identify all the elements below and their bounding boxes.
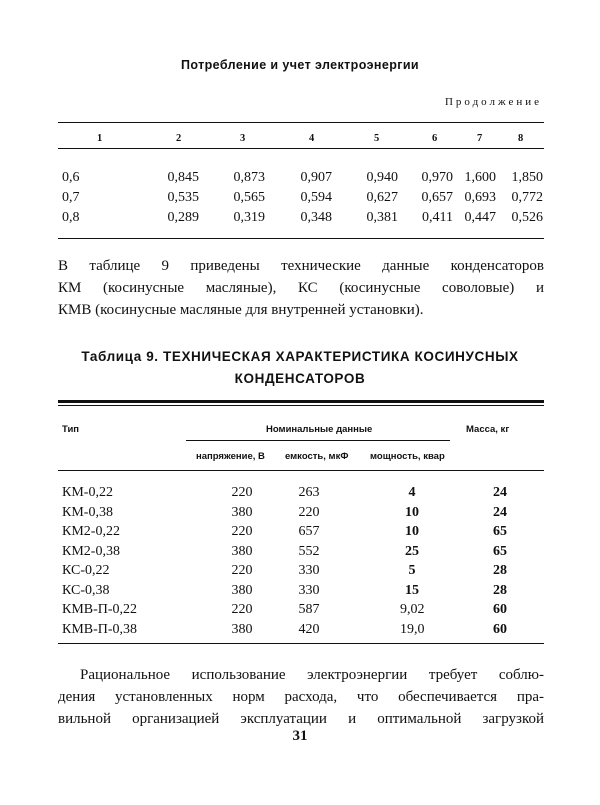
table9-cell: 380: [231, 621, 253, 637]
top-table-header-cell: 3: [240, 133, 246, 144]
table9-cell: 330: [298, 563, 320, 578]
top-table-cell: 0,594: [300, 190, 332, 205]
table-title-line1: Таблица 9. ТЕХНИЧЕСКАЯ ХАРАКТЕРИСТИКА КОСИНУСНЫХ: [81, 349, 519, 364]
top-table-cell: 0,772: [511, 190, 543, 205]
top-table-cell: 1,850: [511, 170, 543, 185]
table9-cell: 330: [298, 582, 320, 598]
top-table-top-rule: [58, 122, 544, 123]
top-table-header-cell: 7: [477, 133, 483, 144]
capacitor-type-cell: КМ-0,38: [62, 504, 113, 520]
top-table-cell: 0,657: [421, 190, 453, 205]
table9-cell: 220: [231, 485, 253, 500]
table9-cell: 28: [493, 582, 507, 598]
table9-cell: 657: [298, 524, 320, 539]
paragraph-intro: [58, 255, 544, 321]
top-table-cell: 0,873: [233, 170, 265, 185]
top-table-cell: 0,693: [464, 190, 496, 205]
table9-cell: 65: [493, 543, 507, 559]
top-table-cell: 0,526: [511, 210, 543, 225]
top-table-cell: 0,8: [62, 210, 80, 225]
table9-cell: 25: [405, 543, 419, 559]
table9-cell: 220: [231, 563, 253, 578]
table9-cell: 65: [493, 524, 507, 539]
top-table-cell: 0,411: [422, 210, 453, 225]
paragraph-line: вильной организацией эксплуатации и оптимальной загрузкой: [58, 711, 544, 727]
col-voltage-header: напряжение, В: [196, 451, 265, 462]
table9-cell: 60: [493, 621, 507, 637]
top-table-header-cell: 1: [97, 133, 103, 144]
col-nominal-header: Номинальные данные: [266, 424, 373, 435]
table-title-line2: КОНДЕНСАТОРОВ: [234, 371, 366, 386]
capacitor-type-cell: КС-0,38: [62, 582, 110, 598]
table9-cell: 60: [493, 602, 507, 617]
table9-cell: 380: [231, 582, 253, 598]
col-capacity-header: емкость, мкФ: [285, 451, 349, 462]
table9-cell: 24: [493, 485, 507, 500]
table9-cell: 420: [298, 621, 320, 637]
table9-cell: 4: [408, 485, 416, 500]
col-type-header: Тип: [62, 424, 80, 435]
paragraph-line: КМВ (косинусные масляные для внутренней установки).: [58, 302, 424, 318]
table9-cell: 10: [405, 524, 419, 539]
top-table-cell: 0,289: [167, 210, 199, 225]
top-table-header-cell: 4: [309, 133, 315, 144]
table9-cell: 5: [408, 563, 416, 578]
running-header: Потребление и учет электроэнергии: [180, 58, 420, 72]
paragraph-line: Рациональное использование электроэнергии требует соблю-: [80, 667, 544, 683]
table9-cell: 28: [493, 563, 507, 578]
table9-cell: 552: [298, 543, 320, 559]
table9-cell: 220: [298, 504, 320, 520]
table9-cell: 15: [405, 582, 419, 598]
top-table-cell: 0,319: [233, 210, 265, 225]
table9-cell: 380: [231, 543, 253, 559]
paragraph-line: В таблице 9 приведены технические данные конденсаторов: [58, 258, 544, 274]
top-table-cell: 0,348: [300, 210, 332, 225]
top-table-cell: 0,7: [62, 190, 80, 205]
top-table-header-cell: 2: [176, 133, 182, 144]
top-table-cell: 0,627: [366, 190, 398, 205]
paragraph-line: дения установленных норм расхода, что обеспечивается пра-: [58, 689, 544, 705]
top-table-cell: 0,565: [233, 190, 265, 205]
top-table-cell: 0,381: [366, 210, 398, 225]
paragraph-line: КМ (косинусные масляные), КС (косинусные соволовые) и: [58, 280, 544, 296]
capacitor-type-cell: КМВ-П-0,38: [62, 621, 138, 637]
top-table-cell: 0,940: [366, 170, 398, 185]
capacitor-type-cell: КС-0,22: [62, 563, 110, 578]
table9-top-double-rule: [58, 400, 544, 403]
table9-cell: 10: [405, 504, 419, 520]
top-table-cell: 0,447: [464, 210, 496, 225]
top-table-cell: 0,907: [300, 170, 332, 185]
top-table-cell: 0,535: [167, 190, 199, 205]
top-table-header-cell: 5: [374, 133, 380, 144]
top-table-cell: 0,6: [62, 170, 80, 185]
continuation-label: Продолжение: [444, 96, 542, 108]
table9-cell: 9,02: [400, 602, 425, 617]
top-table-header-cell: 6: [432, 133, 438, 144]
capacitor-type-cell: КМВ-П-0,22: [62, 602, 138, 617]
capacitor-type-cell: КМ2-0,22: [62, 524, 120, 539]
top-table-cell: 1,600: [464, 170, 496, 185]
top-table-cell: 0,845: [167, 170, 199, 185]
paragraph-rational-use: [58, 664, 544, 730]
top-table-bottom-rule: [58, 238, 544, 239]
table9-header-rule: [58, 470, 544, 471]
table9-cell: 587: [298, 602, 320, 617]
col-mass-header: Масса, кг: [466, 424, 510, 435]
table9-cell: 19,0: [400, 621, 425, 637]
table9-bottom-rule: [58, 643, 544, 644]
nominal-subheader-rule: [186, 440, 450, 441]
table9-cell: 263: [298, 485, 320, 500]
table9-top-rule-thin: [58, 405, 544, 406]
top-table-cell: 0,970: [421, 170, 453, 185]
table9-cell: 220: [231, 602, 253, 617]
table9-cell: 24: [493, 504, 507, 520]
table9-cell: 220: [231, 524, 253, 539]
col-power-header: мощность, квар: [370, 451, 445, 462]
top-table-header-rule: [58, 148, 544, 149]
top-table-header-cell: 8: [518, 133, 524, 144]
table9-cell: 380: [231, 504, 253, 520]
capacitor-type-cell: КМ-0,22: [62, 485, 113, 500]
page-number: 31: [292, 728, 308, 744]
capacitor-type-cell: КМ2-0,38: [62, 543, 120, 559]
